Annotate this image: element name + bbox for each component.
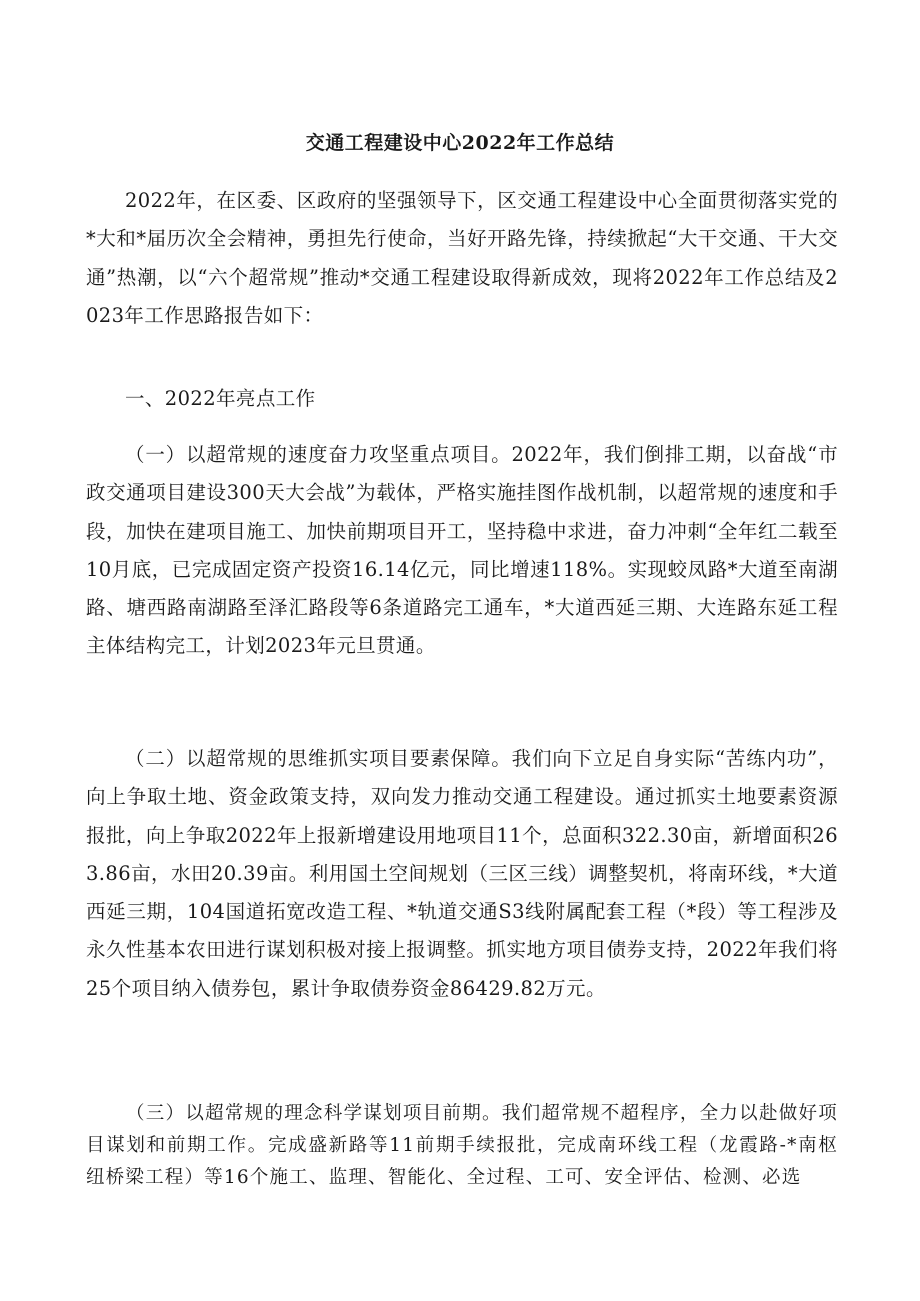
document-title: 交通工程建设中心2022年工作总结: [305, 132, 615, 154]
paragraph-item-1: （一）以超常规的速度奋力攻坚重点项目。2022年，我们倒排工期，以奋战“市政交通项目建设300天大会战”为载体，严格实施挂图作战机制，以超常规的速度和手段，加快在建项目施工、加快前期项目开工，坚持稳中求进，奋力冲刺“全年红二载至10月底，已完成固定资产投资16.14亿元，同比增速118%。实现蛟凤路*大道至南湖路、塘西路南湖路至泽汇路段等6条道路完工通车，*大道西延三期、大连路东延工程主体结构完工，计划2023年元旦贯通。: [86, 443, 838, 658]
paragraph-item-2: （二）以超常规的思维抓实项目要素保障。我们向下立足自身实际“苦练内功”，向上争取土地、资金政策支持，双向发力推动交通工程建设。通过抓实土地要素资源报批，向上争取2022年上报新增建设用地项目11个，总面积322.30亩，新增面积263.86亩，水田20.39亩。利用国土空间规划（三区三线）调整契机，将南环线，*大道西延三期，104国道拓宽改造工程、*轨道交通S3线附属配套工程（*段）等工程涉及永久性基本农田进行谋划积极对接上报调整。抓实地方项目债券支持，2022年我们将25个项目纳入债券包，累计争取债券资金86429.82万元。: [86, 747, 838, 1000]
paragraph-item-3: （三）以超常规的理念科学谋划项目前期。我们超常规不超程序，全力以赴做好项目谋划和前期工作。完成盛新路等11前期手续报批，完成南环线工程（龙霞路-*南枢纽桥梁工程）等16个施工、监理、智能化、全过程、工可、安全评估、检测、必选: [86, 1103, 838, 1188]
intro-paragraph: 2022年，在区委、区政府的坚强领导下，区交通工程建设中心全面贯彻落实党的*大和*届历次全会精神，勇担先行使命，当好开路先锋，持续掀起“大干交通、干大交通”热潮，以“六个超常规”推动*交通工程建设取得新成效，现将2022年工作总结及2023年工作思路报告如下：: [86, 189, 838, 327]
section-heading-highlights: 一、2022年亮点工作: [125, 387, 316, 410]
